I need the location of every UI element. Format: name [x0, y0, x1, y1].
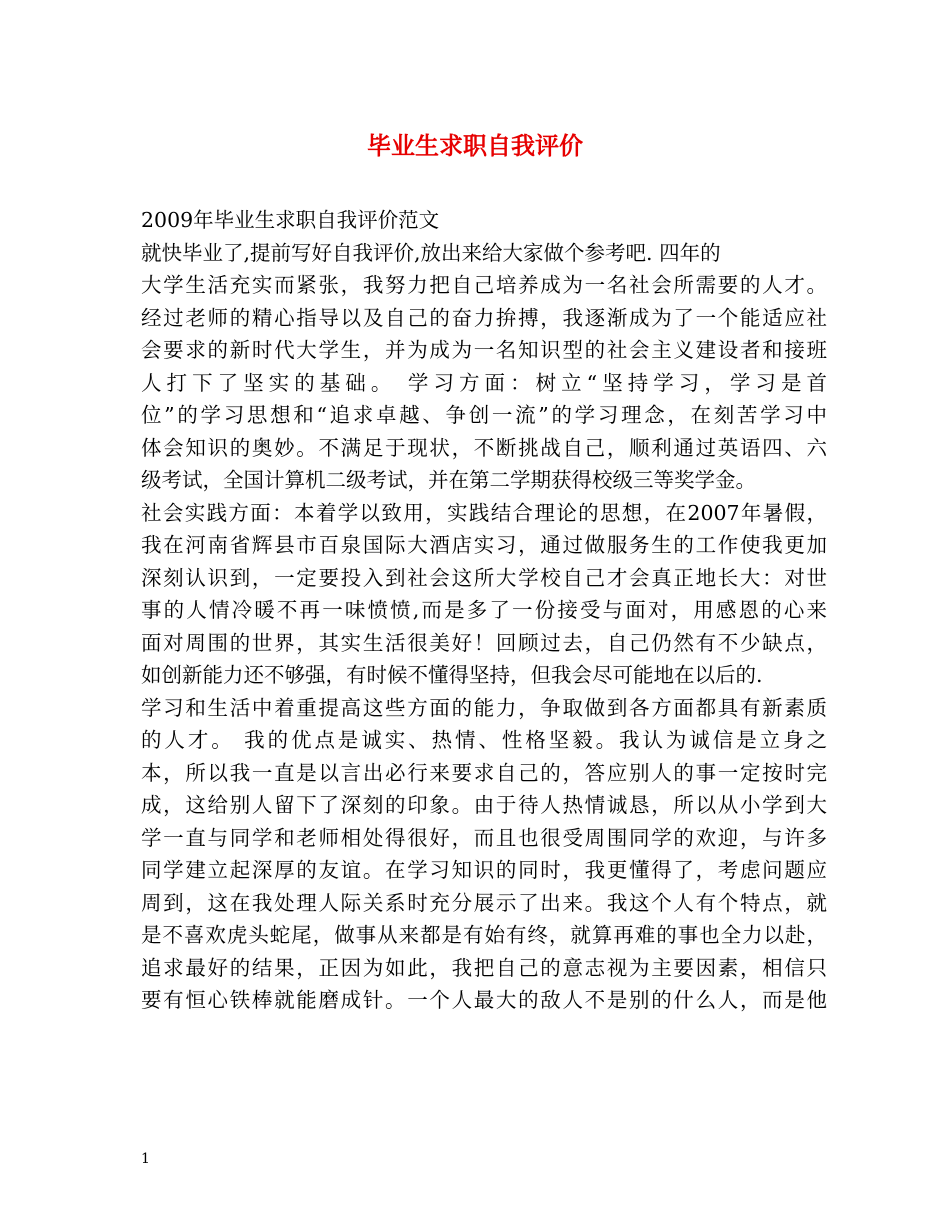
body-line: 位”的学习思想和“追求卓越、争创一流”的学习理念，在刻苦学习中	[141, 403, 827, 427]
body-line: 追求最好的结果，正因为如此，我把自己的意志视为主要因素，相信只	[141, 955, 827, 980]
body-line: 学习和生活中着重提高这些方面的能力，争取做到各方面都具有新素质	[141, 695, 827, 720]
body-line: 我在河南省辉县市百泉国际大酒店实习，通过做服务生的工作使我更加	[141, 533, 827, 557]
body-line: 就快毕业了,提前写好自我评价,放出来给大家做个参考吧. 四年的	[141, 240, 721, 265]
body-line: 如创新能力还不够强，有时候不懂得坚持，但我会尽可能地在以后的.	[141, 663, 763, 687]
body-line: 体会知识的奥妙。不满足于现状，不断挑战自己，顺利通过英语四、六	[141, 435, 827, 460]
body-line: 是不喜欢虎头蛇尾，做事从来都是有始有终，就算再难的事也全力以赴，	[141, 923, 827, 947]
document-title: 毕业生求职自我评价	[367, 131, 583, 160]
body-line: 2009年毕业生求职自我评价范文	[141, 208, 440, 232]
body-line: 级考试，全国计算机二级考试，并在第二学期获得校级三等奖学金。	[141, 468, 756, 492]
body-line: 事的人情冷暖不再一味愤愤,而是多了一份接受与面对，用感恩的心来	[141, 598, 827, 622]
body-line: 成，这给别人留下了深刻的印象。由于待人热情诚恳，所以从小学到大	[141, 793, 827, 817]
body-line: 面对周围的世界，其实生活很美好！回顾过去，自己仍然有不少缺点，	[141, 630, 827, 655]
body-line: 深刻认识到，一定要投入到社会这所大学校自己才会真正地长大：对世	[141, 565, 827, 590]
body-line: 社会实践方面：本着学以致用，实践结合理论的思想，在2007年暑假，	[141, 500, 827, 525]
body-line: 大学生活充实而紧张，我努力把自己培养成为一名社会所需要的人才。	[141, 273, 827, 297]
body-line: 本，所以我一直是以言出必行来要求自己的，答应别人的事一定按时完	[141, 760, 827, 785]
body-line: 同学建立起深厚的友谊。在学习知识的同时，我更懂得了，考虑问题应	[141, 858, 827, 882]
body-line: 的人才。 我的优点是诚实、热情、性格坚毅。我认为诚信是立身之	[141, 728, 827, 752]
body-line: 要有恒心铁棒就能磨成针。一个人最大的敌人不是别的什么人，而是他	[141, 988, 827, 1012]
body-line: 学一直与同学和老师相处得很好，而且也很受周围同学的欢迎，与许多	[141, 825, 827, 850]
page-number: 1	[141, 1151, 150, 1167]
body-line: 会要求的新时代大学生，并为成为一名知识型的社会主义建设者和接班	[141, 338, 827, 362]
body-line: 人打下了坚实的基础。 学习方面：树立“坚持学习，学习是首	[141, 370, 827, 395]
body-line: 经过老师的精心指导以及自己的奋力拚搏，我逐渐成为了一个能适应社	[141, 305, 827, 330]
body-line: 周到，这在我处理人际关系时充分展示了出来。我这个人有个特点，就	[141, 890, 827, 915]
document-body	[141, 204, 827, 1017]
